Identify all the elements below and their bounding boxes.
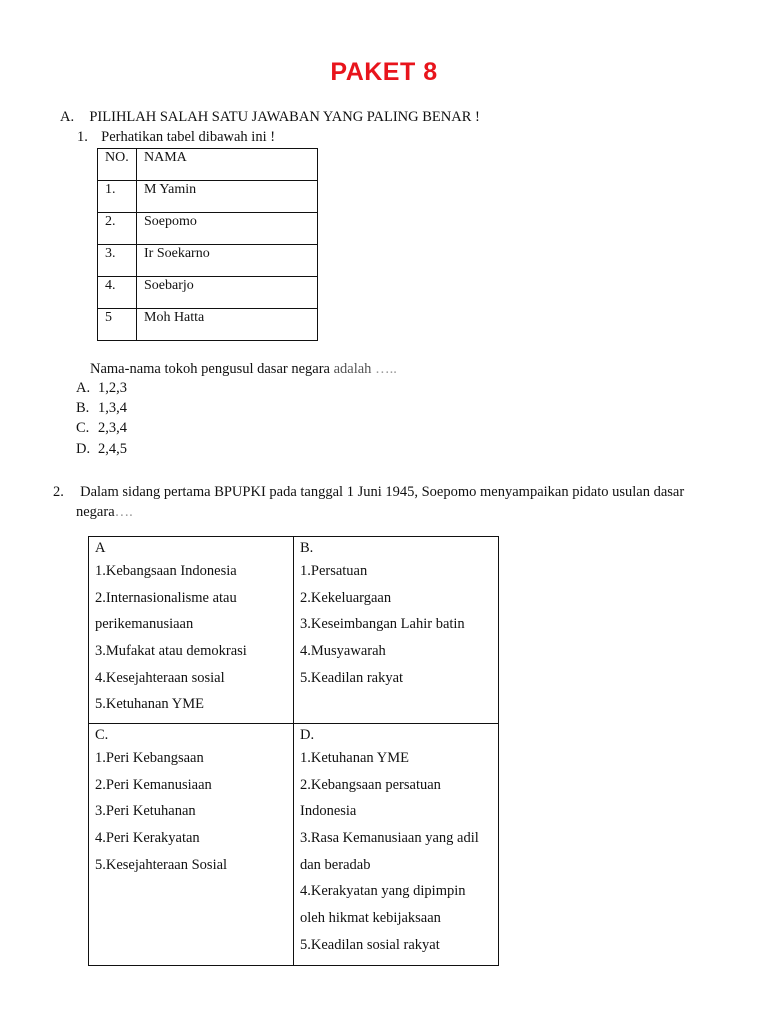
table-header-row	[98, 149, 318, 181]
option-line: 5.Keadilan rakyat	[300, 669, 404, 686]
table-cell-no: 1.	[98, 181, 137, 213]
option-line: 2.Kebangsaan persatuan	[300, 776, 441, 793]
table-row	[98, 245, 318, 277]
section-instruction	[60, 108, 480, 126]
table-cell-no: 4.	[98, 277, 137, 309]
answer-option-a[interactable]	[89, 537, 294, 724]
option-text: 1,3,4	[98, 400, 127, 416]
answer-option-d[interactable]	[294, 724, 499, 966]
option-line: 2.Peri Kemanusiaan	[95, 776, 212, 793]
question-1-question-dots: …..	[371, 361, 397, 377]
table-cell-name: Ir Soekarno	[137, 245, 318, 277]
option-label: B.	[300, 540, 314, 556]
question-1-question	[90, 360, 397, 378]
option-line: 3.Rasa Kemanusiaan yang adil	[300, 830, 479, 847]
option-line: 1.Kebangsaan Indonesia	[95, 563, 237, 579]
option-d[interactable]	[76, 440, 127, 458]
option-letter: B.	[76, 400, 90, 416]
table-cell-name: Soepomo	[137, 213, 318, 245]
option-line: 5.Kesejahteraan Sosial	[95, 856, 228, 873]
question-1-question-tail: adalah	[333, 361, 372, 377]
names-table	[97, 148, 318, 341]
option-letter: C.	[76, 420, 90, 436]
table-cell-name: Soebarjo	[137, 277, 318, 309]
section-letter: A.	[60, 109, 75, 125]
option-line: 3.Mufakat atau demokrasi	[95, 643, 247, 660]
option-line: perikemanusiaan	[95, 616, 194, 633]
option-line: 5.Ketuhanan YME	[95, 696, 204, 713]
option-line: dan beradab	[300, 856, 371, 873]
option-a[interactable]	[76, 379, 127, 397]
answer-options-table	[88, 536, 499, 966]
option-letter: A.	[76, 380, 91, 396]
option-label: D.	[300, 727, 315, 743]
question-2-text: Dalam sidang pertama BPUPKI pada tanggal 1 Juni 1945, Soepomo menyampaikan pidato usulan dasar	[80, 484, 685, 500]
table-row	[98, 277, 318, 309]
option-label: A	[95, 540, 106, 556]
table-header-name: NAMA	[137, 149, 318, 181]
answer-option-c[interactable]	[89, 724, 294, 966]
table-cell-name: M Yamin	[137, 181, 318, 213]
option-line: 2.Kekeluargaan	[300, 589, 392, 606]
option-line: 4.Kerakyatan yang dipimpin	[300, 883, 466, 900]
option-text: 2,3,4	[98, 420, 127, 436]
option-letter: D.	[76, 441, 91, 457]
option-line: 4.Peri Kerakyatan	[95, 830, 200, 847]
table-row	[98, 309, 318, 341]
option-line: 1.Ketuhanan YME	[300, 750, 409, 766]
table-header-no: NO.	[98, 149, 137, 181]
option-line: Indonesia	[300, 803, 357, 820]
option-line: 1.Persatuan	[300, 563, 368, 579]
option-c[interactable]	[76, 419, 127, 437]
question-2-number: 2.	[53, 484, 64, 500]
option-line: 5.Keadilan sosial rakyat	[300, 936, 440, 953]
table-cell-no: 5	[98, 309, 137, 341]
option-line: oleh hikmat kebijaksaan	[300, 910, 441, 927]
table-cell-name: Moh Hatta	[137, 309, 318, 341]
option-line: 2.Internasionalisme atau	[95, 589, 237, 606]
table-cell-no: 3.	[98, 245, 137, 277]
table-row	[98, 181, 318, 213]
option-line: 3.Peri Ketuhanan	[95, 803, 196, 820]
question-1-text: Perhatikan tabel dibawah ini !	[101, 129, 276, 145]
option-line: 4.Musyawarah	[300, 643, 386, 660]
question-2-dots: ….	[114, 504, 133, 520]
question-1-question-text: Nama-nama tokoh pengusul dasar negara	[90, 361, 330, 377]
section-instruction-text: PILIHLAH SALAH SATU JAWABAN YANG PALING BENAR !	[89, 109, 480, 125]
option-b[interactable]	[76, 399, 127, 417]
page-title: PAKET 8	[330, 58, 438, 86]
table-row	[89, 537, 499, 724]
table-cell-no: 2.	[98, 213, 137, 245]
option-text: 2,4,5	[98, 441, 127, 457]
option-text: 1,2,3	[98, 380, 127, 396]
option-line: 4.Kesejahteraan sosial	[95, 669, 225, 686]
table-row	[98, 213, 318, 245]
option-label: C.	[95, 727, 109, 743]
question-1-prompt	[77, 128, 275, 146]
table-row	[89, 724, 499, 966]
question-2-text-cont: negara	[76, 504, 115, 520]
question-2-line-1	[53, 483, 684, 501]
question-1-number: 1.	[77, 129, 88, 145]
option-line: 3.Keseimbangan Lahir batin	[300, 616, 465, 633]
option-line: 1.Peri Kebangsaan	[95, 750, 204, 766]
question-2-line-2	[76, 503, 133, 521]
answer-option-b[interactable]	[294, 537, 499, 724]
